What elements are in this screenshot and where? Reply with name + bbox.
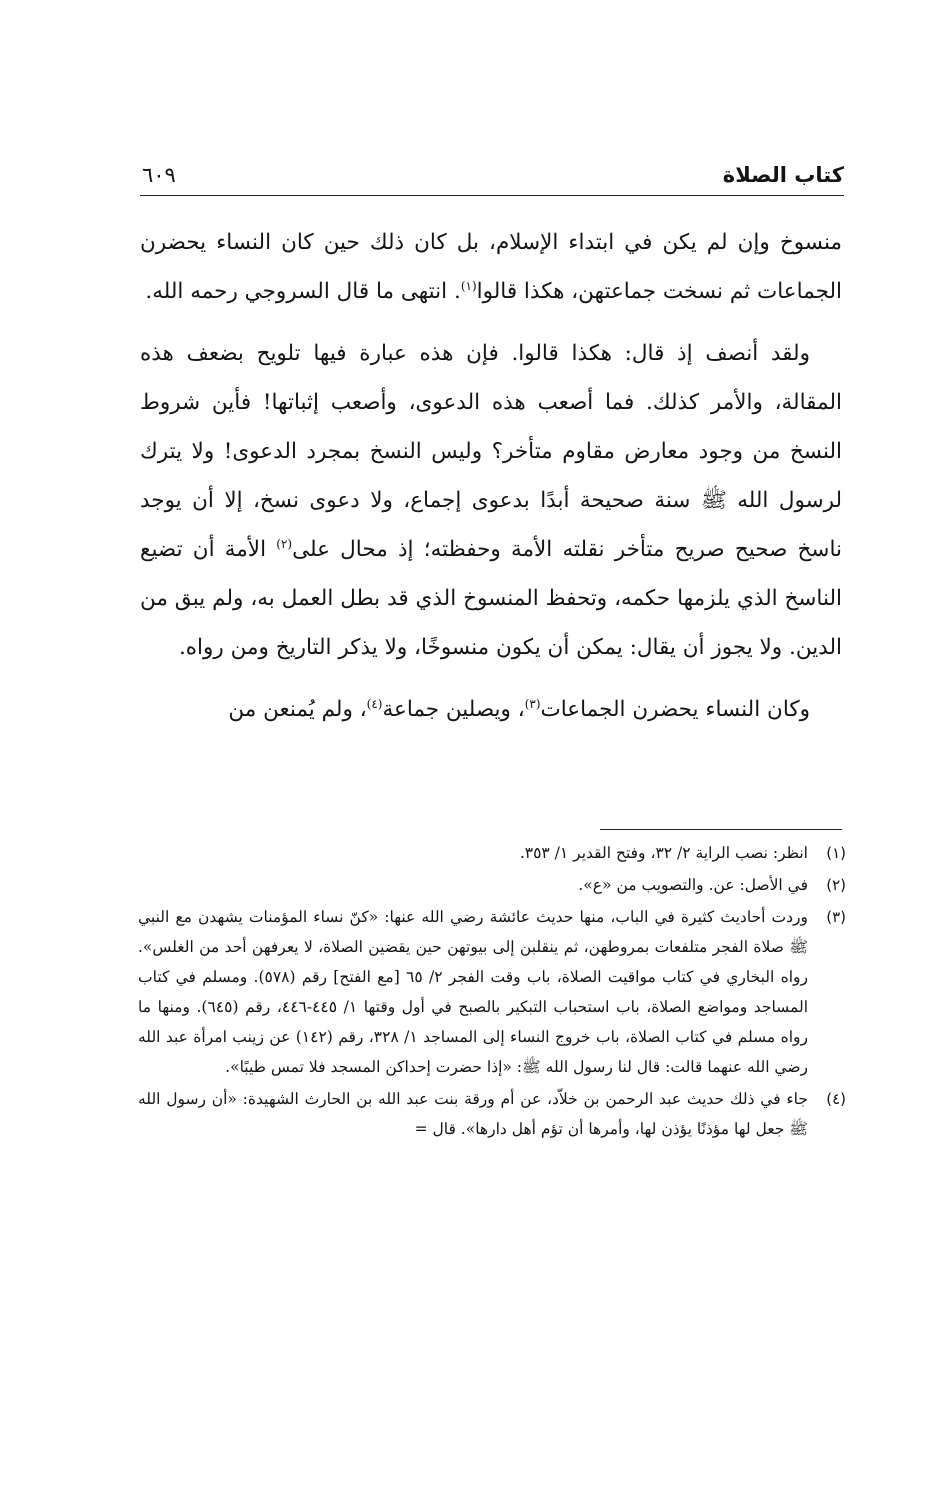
footnote-separator	[600, 829, 842, 830]
page-header	[140, 160, 844, 196]
paragraph-3-text-b: ، ويصلين جماعة	[382, 697, 525, 722]
footnote-2-number: (٢)	[826, 876, 846, 894]
paragraph-3-text-a: وكان النساء يحضرن الجماعات	[540, 697, 810, 722]
main-text	[140, 218, 842, 734]
footnote-ref-2: (٢)	[276, 536, 293, 551]
paragraph-3	[140, 685, 842, 734]
footnote-4	[138, 1084, 846, 1144]
paragraph-1-text-a: منسوخ وإن لم يكن في ابتداء الإسلام، بل كان ذلك حين كان النساء يحضرن الجماعات ثم نسخت جماعتهن، هكذا قالوا	[140, 230, 842, 304]
paragraph-1	[140, 218, 842, 316]
footnotes	[138, 838, 846, 1146]
footnote-4-number: (٤)	[826, 1090, 846, 1108]
footnote-ref-1: (١)	[460, 278, 477, 293]
footnote-1	[138, 838, 846, 868]
paragraph-1-text-b: . انتهى ما قال السروجي رحمه الله.	[145, 279, 461, 304]
footnote-ref-3: (٣)	[524, 696, 541, 711]
running-title: كتاب الصلاة	[722, 163, 844, 187]
footnote-2-text: في الأصل: عن. والتصويب من «ع».	[578, 876, 808, 894]
header-rule	[140, 195, 844, 196]
footnote-3	[138, 902, 846, 1082]
paragraph-2	[140, 329, 842, 672]
footnote-2	[138, 870, 846, 900]
footnote-1-text: انظر: نصب الراية ٢/ ٣٢، وفتح القدير ١/ ٣٥٣.	[519, 844, 808, 862]
paragraph-3-text-c: ، ولم يُمنعن من	[228, 697, 367, 722]
paragraph-2-text-b: الأمة أن تضيع الناسخ الذي يلزمها حكمه، وتحفظ المنسوخ الذي قد بطل العمل به، ولم يبق من الدين. ولا يجوز أن يقال: يمكن أن يكون منسوخًا، ولا يذكر التاريخ ومن رواه.	[140, 537, 842, 660]
footnote-ref-4: (٤)	[366, 696, 383, 711]
footnote-3-number: (٣)	[826, 908, 846, 926]
paragraph-2-text-a: ولقد أنصف إذ قال: هكذا قالوا. فإن هذه عبارة فيها تلويح بضعف هذه المقالة، والأمر كذلك. فما أصعب هذه الدعوى، وأصعب إثباتها! فأين شروط النسخ من وجود معارض مقاوم متأخر؟ وليس النسخ بمجرد الدعوى! ولا يترك لرسول الله ﷺ سنة صحيحة أبدًا بدعوى إجماع، ولا دعوى نسخ، إلا أن يوجد ناسخ صحيح صريح متأخر نقلته الأمة وحفظته؛ إذ محال على	[140, 341, 842, 562]
page-number: ٦٠٩	[142, 163, 176, 187]
footnote-1-number: (١)	[826, 844, 846, 862]
footnote-4-text: جاء في ذلك حديث عبد الرحمن بن خلاّد، عن أم ورقة بنت عبد الله بن الحارث الشهيدة: «أن رسول الله ﷺ جعل لها مؤذنًا يؤذن لها، وأمرها أن تؤم أهل دارها». قال =	[138, 1090, 808, 1138]
footnote-3-text: وردت أحاديث كثيرة في الباب، منها حديث عائشة رضي الله عنها: «كنّ نساء المؤمنات يشهدن مع النبي ﷺ صلاة الفجر متلفعات بمروطهن، ثم ينقلبن إلى بيوتهن حين يقضين الصلاة، لا يعرفهن أحد من الغلس». رواه البخاري في كتاب مواقيت الصلاة، باب وقت الفجر ٢/ ٦٥ [مع الفتح] رقم (٥٧٨). ومسلم في كتاب المساجد ومواضع الصلاة، باب استحباب التبكير بالصبح في أول وقتها ١/ ٤٤٥-٤٤٦، رقم (٦٤٥). ومنها ما رواه مسلم في كتاب الصلاة، باب خروج النساء إلى المساجد ١/ ٣٢٨، رقم (١٤٢) عن زينب امرأة عبد الله رضي الله عنهما قالت: قال لنا رسول الله ﷺ: «إذا حضرت إحداكن المسجد فلا تمس طيبًا».	[138, 908, 809, 1076]
